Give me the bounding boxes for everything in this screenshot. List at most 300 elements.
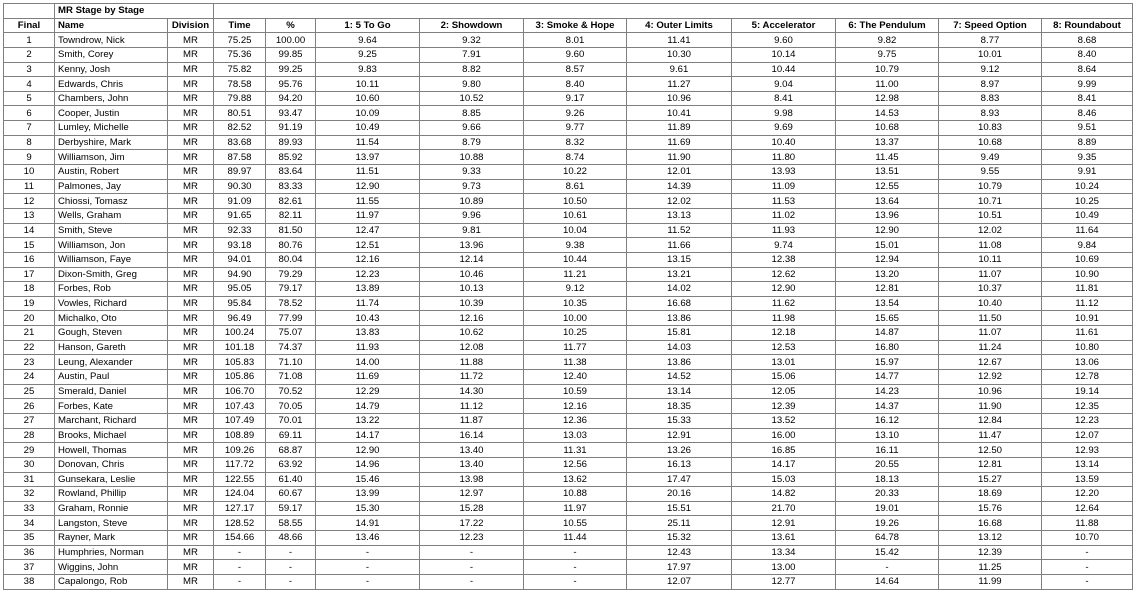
table-cell[interactable]: 16.11 <box>836 443 939 458</box>
table-cell[interactable]: 11.52 <box>627 223 732 238</box>
table-cell[interactable]: 25 <box>4 384 55 399</box>
table-cell[interactable]: 12.36 <box>524 413 627 428</box>
table-cell[interactable]: 9.74 <box>732 238 836 253</box>
table-cell[interactable]: 13.86 <box>627 311 732 326</box>
table-cell[interactable]: 11.72 <box>420 370 524 385</box>
table-cell[interactable]: - <box>1042 574 1133 589</box>
table-cell[interactable]: Vowles, Richard <box>55 296 168 311</box>
table-cell[interactable]: MR <box>168 340 214 355</box>
column-header[interactable]: 6: The Pendulum <box>836 18 939 33</box>
table-cell[interactable]: MR <box>168 413 214 428</box>
table-cell[interactable]: - <box>524 574 627 589</box>
table-cell[interactable]: 3 <box>4 62 55 77</box>
table-cell[interactable]: 11.25 <box>939 560 1042 575</box>
table-cell[interactable]: 108.89 <box>214 428 266 443</box>
table-cell[interactable]: MR <box>168 150 214 165</box>
table-cell[interactable]: - <box>214 545 266 560</box>
table-cell[interactable]: 34 <box>4 516 55 531</box>
table-cell[interactable]: 12.91 <box>627 428 732 443</box>
table-cell[interactable]: 8 <box>4 135 55 150</box>
table-cell[interactable]: 19.14 <box>1042 384 1133 399</box>
table-cell[interactable]: 11.54 <box>316 135 420 150</box>
table-cell[interactable]: 95.76 <box>266 77 316 92</box>
table-cell[interactable]: 20.55 <box>836 457 939 472</box>
table-cell[interactable]: 11.02 <box>732 208 836 223</box>
table-cell[interactable]: MR <box>168 33 214 48</box>
table-cell[interactable]: 10.83 <box>939 121 1042 136</box>
table-cell[interactable]: 15.32 <box>627 531 732 546</box>
table-cell[interactable]: 11.00 <box>836 77 939 92</box>
table-cell[interactable]: 12.67 <box>939 355 1042 370</box>
table-cell[interactable]: MR <box>168 165 214 180</box>
table-cell[interactable]: 13.40 <box>420 443 524 458</box>
table-cell[interactable]: 9.84 <box>1042 238 1133 253</box>
table-cell[interactable]: 16.80 <box>836 340 939 355</box>
table-cell[interactable]: 10.91 <box>1042 311 1133 326</box>
table-cell[interactable]: - <box>316 574 420 589</box>
table-cell[interactable]: MR <box>168 296 214 311</box>
table-cell[interactable]: 10.90 <box>1042 267 1133 282</box>
table-cell[interactable]: 91.09 <box>214 194 266 209</box>
table-cell[interactable]: 8.77 <box>939 33 1042 48</box>
table-cell[interactable]: 10.30 <box>627 47 732 62</box>
table-cell[interactable]: 9.96 <box>420 208 524 223</box>
table-cell[interactable]: - <box>524 545 627 560</box>
table-cell[interactable]: 11.99 <box>939 574 1042 589</box>
table-cell[interactable]: 107.43 <box>214 399 266 414</box>
table-cell[interactable]: 13.15 <box>627 252 732 267</box>
table-cell[interactable]: Williamson, Jim <box>55 150 168 165</box>
table-cell[interactable]: 16.00 <box>732 428 836 443</box>
table-cell[interactable]: MR <box>168 282 214 297</box>
table-cell[interactable]: MR <box>168 252 214 267</box>
table-cell[interactable]: 100.00 <box>266 33 316 48</box>
table-cell[interactable]: Derbyshire, Mark <box>55 135 168 150</box>
table-cell[interactable]: 93.18 <box>214 238 266 253</box>
table-cell[interactable]: 11.97 <box>316 208 420 223</box>
table-cell[interactable]: MR <box>168 355 214 370</box>
table-cell[interactable]: 11.97 <box>524 501 627 516</box>
table-cell[interactable]: 9.55 <box>939 165 1042 180</box>
table-cell[interactable]: 7.91 <box>420 47 524 62</box>
table-cell[interactable]: Graham, Ronnie <box>55 501 168 516</box>
table-cell[interactable]: 11.44 <box>524 531 627 546</box>
table-cell[interactable]: 17 <box>4 267 55 282</box>
table-cell[interactable]: 26 <box>4 399 55 414</box>
table-cell[interactable]: Howell, Thomas <box>55 443 168 458</box>
table-cell[interactable]: 12.90 <box>316 179 420 194</box>
table-cell[interactable]: 13 <box>4 208 55 223</box>
table-cell[interactable]: 15.65 <box>836 311 939 326</box>
table-cell[interactable]: 93.47 <box>266 106 316 121</box>
table-cell[interactable]: 11.89 <box>627 121 732 136</box>
table-cell[interactable]: 10.52 <box>420 91 524 106</box>
table-cell[interactable]: - <box>316 560 420 575</box>
table-cell[interactable]: Gunsekara, Leslie <box>55 472 168 487</box>
table-cell[interactable]: 10.70 <box>1042 531 1133 546</box>
table-cell[interactable]: 13.59 <box>1042 472 1133 487</box>
table-cell[interactable]: 9.51 <box>1042 121 1133 136</box>
table-cell[interactable]: 16.68 <box>939 516 1042 531</box>
table-cell[interactable]: 11.62 <box>732 296 836 311</box>
table-cell[interactable]: 78.52 <box>266 296 316 311</box>
table-cell[interactable]: 94.01 <box>214 252 266 267</box>
table-cell[interactable]: MR <box>168 267 214 282</box>
table-cell[interactable]: 8.41 <box>1042 91 1133 106</box>
table-cell[interactable]: 10.14 <box>732 47 836 62</box>
table-cell[interactable]: 13.86 <box>627 355 732 370</box>
table-cell[interactable]: MR <box>168 457 214 472</box>
table-cell[interactable]: 10.49 <box>316 121 420 136</box>
table-cell[interactable]: 9.25 <box>316 47 420 62</box>
table-cell[interactable]: 9.99 <box>1042 77 1133 92</box>
table-cell[interactable]: 10.51 <box>939 208 1042 223</box>
table-cell[interactable]: 11.88 <box>1042 516 1133 531</box>
table-cell[interactable]: 10.25 <box>524 326 627 341</box>
table-cell[interactable]: MR <box>168 384 214 399</box>
table-cell[interactable]: 13.14 <box>627 384 732 399</box>
table-cell[interactable]: 12.38 <box>732 252 836 267</box>
table-cell[interactable]: 19.01 <box>836 501 939 516</box>
table-cell[interactable]: 14.23 <box>836 384 939 399</box>
table-cell[interactable]: MR <box>168 135 214 150</box>
table-cell[interactable]: 11.24 <box>939 340 1042 355</box>
table-cell[interactable]: 12.90 <box>836 223 939 238</box>
table-cell[interactable]: 15.42 <box>836 545 939 560</box>
table-cell[interactable]: 14.91 <box>316 516 420 531</box>
table-cell[interactable]: 10.71 <box>939 194 1042 209</box>
table-cell[interactable]: 109.26 <box>214 443 266 458</box>
table-cell[interactable]: MR <box>168 545 214 560</box>
table-cell[interactable]: 11.07 <box>939 326 1042 341</box>
table-cell[interactable]: 11.09 <box>732 179 836 194</box>
table-cell[interactable]: 13.83 <box>316 326 420 341</box>
table-cell[interactable]: MR <box>168 47 214 62</box>
table-cell[interactable]: 13.54 <box>836 296 939 311</box>
table-cell[interactable]: 12.55 <box>836 179 939 194</box>
table-cell[interactable]: 9.49 <box>939 150 1042 165</box>
table-cell[interactable]: 12.98 <box>836 91 939 106</box>
table-cell[interactable]: 12.14 <box>420 252 524 267</box>
table-cell[interactable]: 11.88 <box>420 355 524 370</box>
table-cell[interactable]: Edwards, Chris <box>55 77 168 92</box>
table-cell[interactable]: 10.25 <box>1042 194 1133 209</box>
table-cell[interactable]: 90.30 <box>214 179 266 194</box>
table-cell[interactable]: 10.96 <box>939 384 1042 399</box>
table-cell[interactable]: 14.53 <box>836 106 939 121</box>
table-cell[interactable]: 18.69 <box>939 487 1042 502</box>
table-cell[interactable]: 10.88 <box>420 150 524 165</box>
table-cell[interactable]: 12.90 <box>316 443 420 458</box>
table-cell[interactable]: 11.80 <box>732 150 836 165</box>
table-cell[interactable]: 15.01 <box>836 238 939 253</box>
table-cell[interactable]: 24 <box>4 370 55 385</box>
table-cell[interactable]: 10.68 <box>836 121 939 136</box>
table-cell[interactable]: 12.62 <box>732 267 836 282</box>
table-cell[interactable]: 8.40 <box>1042 47 1133 62</box>
table-cell[interactable]: 15.51 <box>627 501 732 516</box>
table-cell[interactable]: 1 <box>4 33 55 48</box>
table-cell[interactable]: 9.75 <box>836 47 939 62</box>
table-cell[interactable]: 16.68 <box>627 296 732 311</box>
table-cell[interactable]: 10.49 <box>1042 208 1133 223</box>
table-cell[interactable]: 11.77 <box>524 340 627 355</box>
table-cell[interactable]: 10.35 <box>524 296 627 311</box>
table-cell[interactable]: - <box>214 574 266 589</box>
table-cell[interactable]: 10.22 <box>524 165 627 180</box>
table-cell[interactable]: 13.93 <box>732 165 836 180</box>
table-cell[interactable]: 11.53 <box>732 194 836 209</box>
table-cell[interactable]: 10 <box>4 165 55 180</box>
table-cell[interactable]: 12.90 <box>732 282 836 297</box>
table-cell[interactable]: Capalongo, Rob <box>55 574 168 589</box>
table-cell[interactable]: MR <box>168 399 214 414</box>
table-cell[interactable]: 8.79 <box>420 135 524 150</box>
table-cell[interactable]: 13.34 <box>732 545 836 560</box>
table-cell[interactable]: 10.55 <box>524 516 627 531</box>
table-cell[interactable]: 9.60 <box>524 47 627 62</box>
table-cell[interactable]: 9.26 <box>524 106 627 121</box>
table-cell[interactable]: 89.97 <box>214 165 266 180</box>
table-cell[interactable]: - <box>266 574 316 589</box>
table-cell[interactable]: Towndrow, Nick <box>55 33 168 48</box>
empty-cell[interactable] <box>214 4 1133 19</box>
table-cell[interactable]: 12.53 <box>732 340 836 355</box>
table-cell[interactable]: 11 <box>4 179 55 194</box>
table-cell[interactable]: 15.30 <box>316 501 420 516</box>
table-cell[interactable]: 10.40 <box>939 296 1042 311</box>
sheet-title[interactable]: MR Stage by Stage <box>55 4 214 19</box>
table-cell[interactable]: Cooper, Justin <box>55 106 168 121</box>
table-cell[interactable]: Austin, Robert <box>55 165 168 180</box>
table-cell[interactable]: - <box>420 574 524 589</box>
table-cell[interactable]: Donovan, Chris <box>55 457 168 472</box>
table-cell[interactable]: 10.39 <box>420 296 524 311</box>
table-cell[interactable]: MR <box>168 194 214 209</box>
table-cell[interactable]: 11.50 <box>939 311 1042 326</box>
table-cell[interactable]: 12.39 <box>732 399 836 414</box>
table-cell[interactable]: 10.79 <box>836 62 939 77</box>
table-cell[interactable]: 107.49 <box>214 413 266 428</box>
column-header[interactable]: 8: Roundabout <box>1042 18 1133 33</box>
table-cell[interactable]: Palmones, Jay <box>55 179 168 194</box>
table-cell[interactable]: 11.38 <box>524 355 627 370</box>
table-cell[interactable]: 15.03 <box>732 472 836 487</box>
table-cell[interactable]: 9.12 <box>524 282 627 297</box>
table-cell[interactable]: 12.84 <box>939 413 1042 428</box>
table-cell[interactable]: 10.61 <box>524 208 627 223</box>
table-cell[interactable]: 11.51 <box>316 165 420 180</box>
table-cell[interactable]: 14.39 <box>627 179 732 194</box>
table-cell[interactable]: 96.49 <box>214 311 266 326</box>
table-cell[interactable]: 9.33 <box>420 165 524 180</box>
table-cell[interactable]: 10.80 <box>1042 340 1133 355</box>
table-cell[interactable]: 81.50 <box>266 223 316 238</box>
table-cell[interactable]: 13.26 <box>627 443 732 458</box>
table-cell[interactable]: 16 <box>4 252 55 267</box>
table-cell[interactable]: 14.37 <box>836 399 939 414</box>
column-header[interactable]: 3: Smoke & Hope <box>524 18 627 33</box>
table-cell[interactable]: MR <box>168 370 214 385</box>
table-cell[interactable]: 13.01 <box>732 355 836 370</box>
table-cell[interactable]: 18.13 <box>836 472 939 487</box>
table-cell[interactable]: Forbes, Kate <box>55 399 168 414</box>
table-cell[interactable]: MR <box>168 238 214 253</box>
table-cell[interactable]: 12.16 <box>420 311 524 326</box>
table-cell[interactable]: 8.83 <box>939 91 1042 106</box>
table-cell[interactable]: 14.02 <box>627 282 732 297</box>
table-cell[interactable]: MR <box>168 472 214 487</box>
table-cell[interactable]: 11.90 <box>939 399 1042 414</box>
table-cell[interactable]: 11.21 <box>524 267 627 282</box>
table-cell[interactable]: 82.52 <box>214 121 266 136</box>
table-cell[interactable]: 12.23 <box>420 531 524 546</box>
table-cell[interactable]: 99.25 <box>266 62 316 77</box>
table-cell[interactable]: 58.55 <box>266 516 316 531</box>
table-cell[interactable]: 79.29 <box>266 267 316 282</box>
table-cell[interactable]: 9 <box>4 150 55 165</box>
column-header[interactable]: Division <box>168 18 214 33</box>
table-cell[interactable]: 8.32 <box>524 135 627 150</box>
table-cell[interactable]: 35 <box>4 531 55 546</box>
table-cell[interactable]: 68.87 <box>266 443 316 458</box>
table-cell[interactable]: 106.70 <box>214 384 266 399</box>
table-cell[interactable]: 13.52 <box>732 413 836 428</box>
table-cell[interactable]: 11.98 <box>732 311 836 326</box>
table-cell[interactable]: 10.11 <box>939 252 1042 267</box>
table-cell[interactable]: 9.82 <box>836 33 939 48</box>
table-cell[interactable]: 16.85 <box>732 443 836 458</box>
table-cell[interactable]: 105.86 <box>214 370 266 385</box>
table-cell[interactable]: 15.27 <box>939 472 1042 487</box>
table-cell[interactable]: 11.55 <box>316 194 420 209</box>
table-cell[interactable]: 12.20 <box>1042 487 1133 502</box>
table-cell[interactable]: 12.47 <box>316 223 420 238</box>
table-cell[interactable]: MR <box>168 487 214 502</box>
table-cell[interactable]: Leung, Alexander <box>55 355 168 370</box>
table-cell[interactable]: 9.91 <box>1042 165 1133 180</box>
table-cell[interactable]: 13.64 <box>836 194 939 209</box>
table-cell[interactable]: 9.32 <box>420 33 524 48</box>
table-cell[interactable]: 13.99 <box>316 487 420 502</box>
table-cell[interactable]: 69.11 <box>266 428 316 443</box>
table-cell[interactable]: 13.89 <box>316 282 420 297</box>
table-cell[interactable]: 11.31 <box>524 443 627 458</box>
table-cell[interactable]: 10.24 <box>1042 179 1133 194</box>
table-cell[interactable]: 11.07 <box>939 267 1042 282</box>
table-cell[interactable]: 15.33 <box>627 413 732 428</box>
table-cell[interactable]: 17.22 <box>420 516 524 531</box>
table-cell[interactable]: 89.93 <box>266 135 316 150</box>
table-cell[interactable]: 7 <box>4 121 55 136</box>
table-cell[interactable]: 27 <box>4 413 55 428</box>
table-cell[interactable]: 36 <box>4 545 55 560</box>
table-cell[interactable]: Wells, Graham <box>55 208 168 223</box>
table-cell[interactable]: 11.41 <box>627 33 732 48</box>
table-cell[interactable]: 13.20 <box>836 267 939 282</box>
table-cell[interactable]: 79.88 <box>214 91 266 106</box>
table-cell[interactable]: 13.96 <box>836 208 939 223</box>
table-cell[interactable]: 8.68 <box>1042 33 1133 48</box>
table-cell[interactable]: 12.16 <box>524 399 627 414</box>
table-cell[interactable]: 11.69 <box>316 370 420 385</box>
table-cell[interactable]: 12.78 <box>1042 370 1133 385</box>
table-cell[interactable]: Williamson, Jon <box>55 238 168 253</box>
table-cell[interactable]: 83.33 <box>266 179 316 194</box>
table-cell[interactable]: Austin, Paul <box>55 370 168 385</box>
table-cell[interactable]: 10.40 <box>732 135 836 150</box>
table-cell[interactable]: 15.97 <box>836 355 939 370</box>
table-cell[interactable]: 13.00 <box>732 560 836 575</box>
table-cell[interactable]: 15.81 <box>627 326 732 341</box>
table-cell[interactable]: 83.68 <box>214 135 266 150</box>
table-cell[interactable]: Chambers, John <box>55 91 168 106</box>
table-cell[interactable]: - <box>1042 560 1133 575</box>
table-cell[interactable]: 10.04 <box>524 223 627 238</box>
table-cell[interactable]: 75.36 <box>214 47 266 62</box>
table-cell[interactable]: 70.05 <box>266 399 316 414</box>
table-cell[interactable]: 6 <box>4 106 55 121</box>
table-cell[interactable]: 48.66 <box>266 531 316 546</box>
table-cell[interactable]: 8.61 <box>524 179 627 194</box>
table-cell[interactable]: 10.44 <box>732 62 836 77</box>
table-cell[interactable]: 9.64 <box>316 33 420 48</box>
table-cell[interactable]: 94.20 <box>266 91 316 106</box>
table-cell[interactable]: 11.08 <box>939 238 1042 253</box>
table-cell[interactable]: 12.23 <box>316 267 420 282</box>
table-cell[interactable]: 83.64 <box>266 165 316 180</box>
table-cell[interactable]: 10.89 <box>420 194 524 209</box>
table-cell[interactable]: 14.30 <box>420 384 524 399</box>
table-cell[interactable]: 15.06 <box>732 370 836 385</box>
table-cell[interactable]: 13.97 <box>316 150 420 165</box>
table-cell[interactable]: 95.05 <box>214 282 266 297</box>
table-cell[interactable]: 59.17 <box>266 501 316 516</box>
table-cell[interactable]: 9.98 <box>732 106 836 121</box>
table-cell[interactable]: 11.69 <box>627 135 732 150</box>
table-cell[interactable]: MR <box>168 560 214 575</box>
column-header[interactable]: 1: 5 To Go <box>316 18 420 33</box>
table-cell[interactable]: 8.82 <box>420 62 524 77</box>
table-cell[interactable]: 12.39 <box>939 545 1042 560</box>
table-cell[interactable]: 12.81 <box>836 282 939 297</box>
table-cell[interactable]: Hanson, Gareth <box>55 340 168 355</box>
table-cell[interactable]: MR <box>168 77 214 92</box>
table-cell[interactable]: 9.80 <box>420 77 524 92</box>
table-cell[interactable]: 29 <box>4 443 55 458</box>
table-cell[interactable]: 94.90 <box>214 267 266 282</box>
table-cell[interactable]: 18 <box>4 282 55 297</box>
table-cell[interactable]: 13.37 <box>836 135 939 150</box>
table-cell[interactable]: 82.11 <box>266 208 316 223</box>
table-cell[interactable]: - <box>420 545 524 560</box>
table-cell[interactable]: Chiossi, Tomasz <box>55 194 168 209</box>
table-cell[interactable]: 13.21 <box>627 267 732 282</box>
table-cell[interactable]: 9.66 <box>420 121 524 136</box>
table-cell[interactable]: Smith, Corey <box>55 47 168 62</box>
table-cell[interactable]: 12.01 <box>627 165 732 180</box>
table-cell[interactable]: 8.89 <box>1042 135 1133 150</box>
table-cell[interactable]: 20.33 <box>836 487 939 502</box>
table-cell[interactable]: 16.12 <box>836 413 939 428</box>
table-cell[interactable]: 12 <box>4 194 55 209</box>
table-cell[interactable]: 8.41 <box>732 91 836 106</box>
table-cell[interactable]: 19 <box>4 296 55 311</box>
table-cell[interactable]: 30 <box>4 457 55 472</box>
column-header[interactable]: Name <box>55 18 168 33</box>
table-cell[interactable]: 8.57 <box>524 62 627 77</box>
table-cell[interactable]: MR <box>168 531 214 546</box>
